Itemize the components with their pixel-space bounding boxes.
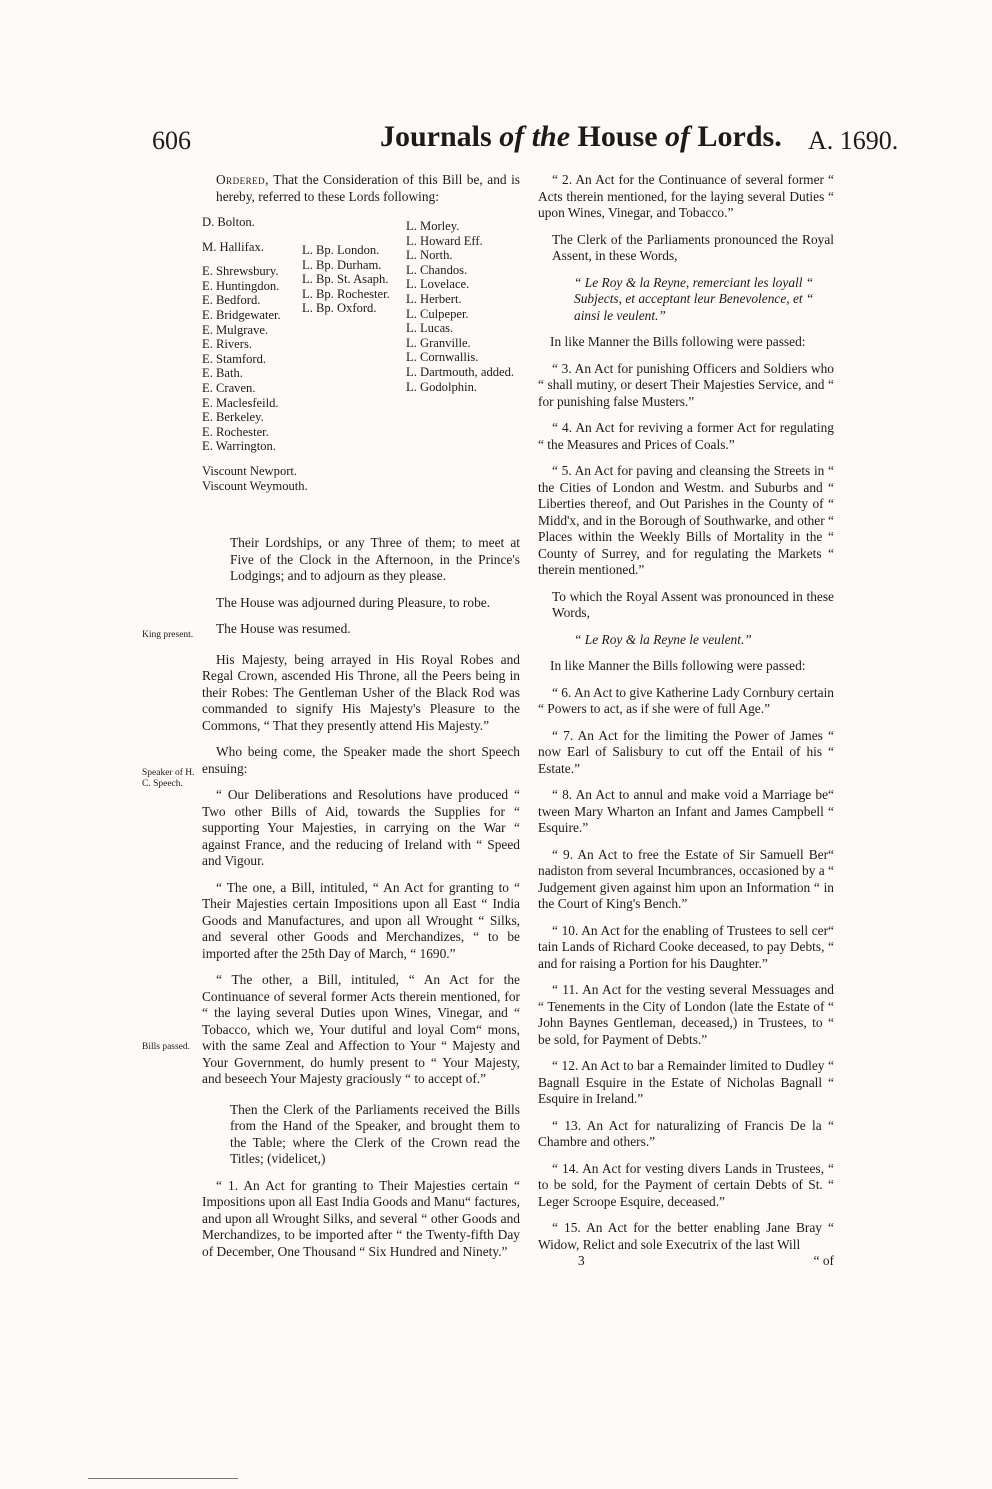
bishop-entry: L. Bp. London. — [302, 243, 380, 257]
lord-entry: E. Huntingdon. — [202, 278, 280, 293]
like-manner-1: In like Manner the Bills following were passed: — [550, 334, 806, 349]
lord-entry: L. Morley. — [406, 219, 460, 233]
lords-gap — [202, 454, 302, 464]
act-2: “ 2. An Act for the Continuance of several former “ Acts therein mentioned, for the laying several Duties “ upon Wines, Vinegar, and Tobacco.” — [538, 172, 834, 220]
lord-entry: E. Warrington. — [202, 439, 276, 454]
lord-entry: Viscount Newport. — [202, 463, 298, 478]
lord-entry: D. Bolton. — [202, 215, 255, 229]
ordered-text: That the Consideration of this Bill be, and is hereby, referred to these Lords following: — [216, 172, 521, 204]
lord-entry: E. Stamford. — [202, 351, 267, 366]
page-year: A. 1690. — [808, 126, 899, 155]
lord-entry: E. Maclesfeild. — [202, 395, 279, 410]
page-title — [380, 120, 782, 154]
lord-entry: E. Berkeley. — [202, 410, 264, 425]
royal-assent-words-2: “ Le Roy & la Reyne le veulent.” — [574, 631, 752, 647]
signature-mark: 3 — [578, 1253, 585, 1268]
margin-note-king-present: King present. — [142, 630, 194, 640]
lord-entry: L. Culpeper. — [406, 306, 469, 321]
ordered-label: Ordered, — [216, 172, 270, 187]
title-journals: Journals — [380, 120, 492, 153]
lord-entry: E. Bath. — [202, 366, 243, 381]
act-10: “ 10. An Act for the enabling of Trustees to sell cer“ tain Lands of Richard Cooke deceased, to pay Debts, “ and for raising a Portion for his Daughter.” — [538, 922, 834, 971]
act-15: “ 15. An Act for the better enabling Jane Bray “ Widow, Relict and sole Executrix of the last Will — [538, 1220, 834, 1252]
act-8: “ 8. An Act to annul and make void a Marriage be“ tween Mary Wharton an Infant and James Campbell “ Esquire.” — [538, 787, 834, 835]
lords-list — [202, 215, 520, 527]
majesty-paragraph: His Majesty, being arrayed in His Royal Robes and Regal Crown, ascended His Throne, all the Peers being in their Robes: The Gentleman Usher of the Black Rod was commanded to signify His Majesty's Pleasure to the Commons, “ That they presently attend His Majesty.” — [202, 651, 520, 733]
page-foot — [538, 1253, 834, 1279]
lordships-paragraph: Their Lordships, or any Three of them; to meet at Five of the Clock in the Afternoon, in the Prince's Lodgings; and to adjourn as they please. — [230, 535, 520, 583]
clerk-paragraph: Then the Clerk of the Parliaments received the Bills from the Hand of the Speaker, and brought them to the Table; where the Clerk of the Crown read the Titles; (videlicet,) — [230, 1101, 520, 1166]
lord-entry: L. Granville. — [406, 335, 471, 350]
lord-entry: E. Craven. — [202, 380, 256, 395]
speech-paragraph-2: “ The one, a Bill, intituled, “ An Act for granting to “ Their Majesties certain Impositions upon all East “ India Goods and Manufactures, and upon all Wrought “ Silks, and several other Goods and Merchandizes, “ to be imported after the 25th Day of March, “ 1690.” — [202, 879, 520, 961]
like-manner-2: In like Manner the Bills following were passed: — [550, 658, 806, 673]
title-lords: Lords. — [697, 120, 782, 153]
lord-entry: L. Chandos. — [406, 262, 468, 277]
page-header — [0, 120, 992, 164]
page-number: 606 — [152, 126, 191, 155]
act-3: “ 3. An Act for punishing Officers and Soldiers who “ shall mutiny, or desert Their Majesties Service, and “ for punishing false Musters.” — [538, 360, 834, 409]
ordered-paragraph — [216, 172, 520, 205]
lords-column-3 — [406, 219, 526, 394]
act-12: “ 12. An Act to bar a Remainder limited to Dudley “ Bagnall Esquire in the Estate of Nicholas Bagnall “ Esquire in Ireland.” — [538, 1058, 834, 1106]
resumed-line: The House was resumed. — [216, 621, 351, 636]
act-11: “ 11. An Act for the vesting several Messuages and “ Tenements in the City of London (late the Estate of “ John Baynes Gentleman, deceased,) in Trustees, to “ be sold, for Payment of Debts.” — [538, 982, 834, 1047]
lord-entry: L. Godolphin. — [406, 379, 478, 394]
title-of: of — [665, 120, 691, 153]
clerk-assent: The Clerk of the Parliaments pronounced the Royal Assent, in these Words, — [552, 231, 834, 263]
lord-entry: L. North. — [406, 248, 453, 263]
margin-note-bills-passed: Bills passed. — [142, 1042, 191, 1052]
royal-assent-words-1: “ Le Roy & la Reyne, remerciant les loyall “ Subjects, et acceptant leur Benevolence, et “ ainsi le veulent.” — [574, 274, 814, 323]
lord-entry: E. Rochester. — [202, 424, 269, 439]
lord-entry: E. Shrewsbury. — [202, 264, 279, 279]
bishop-entry: L. Bp. Oxford. — [302, 301, 377, 316]
speaker-intro: Who being come, the Speaker made the short Speech ensuing: — [202, 744, 520, 776]
bishop-entry: L. Bp. St. Asaph. — [302, 272, 389, 287]
bishop-entry: L. Bp. Rochester. — [302, 286, 390, 301]
speech-paragraph-3: “ The other, a Bill, intituled, “ An Act for the Continuance of several former Acts therein mentioned, for “ the laying several Duties upon Wines, Vinegar, and “ Tobacco, which we, Your dutiful and loyal Com“ mons, with the same Zeal and Affection to Your “ Majesty and Your Government, do humly present to “ Your Majesty, and beseech Your Majesty graciously “ to accept of.” — [202, 972, 520, 1086]
bottom-rule — [88, 1478, 238, 1479]
act-7: “ 7. An Act for the limiting the Power of James “ now Earl of Salisbury to cut off the Entail of his “ Estate.” — [538, 727, 834, 776]
act-9: “ 9. An Act to free the Estate of Sir Samuell Ber“ nadiston from several Incumbrances, occasioned by a “ Judgement given against him upon an Information “ in the Court of King's Bench.” — [538, 846, 834, 911]
lord-entry: Viscount Weymouth. — [202, 478, 308, 493]
act-6: “ 6. An Act to give Katherine Lady Cornbury certain “ Powers to act, as if she were of full Age.” — [538, 684, 834, 716]
title-of-the: of the — [499, 120, 571, 153]
catchword: “ of — [813, 1253, 834, 1268]
right-column — [538, 172, 834, 1279]
lord-entry: L. Cornwallis. — [406, 350, 479, 365]
lord-entry: E. Bridgewater. — [202, 307, 281, 322]
lord-entry: L. Howard Eff. — [406, 233, 483, 248]
lord-entry: L. Herbert. — [406, 291, 462, 306]
lord-entry: E. Bedford. — [202, 293, 261, 308]
act-13: “ 13. An Act for naturalizing of Francis De la “ Chambre and others.” — [538, 1117, 834, 1149]
margin-note-speaker-speech: Speaker of H. C. Speech. — [142, 768, 195, 789]
royal-assent-intro: To which the Royal Assent was pronounced in these Words, — [552, 588, 834, 620]
act-1: “ 1. An Act for granting to Their Majesties certain “ Impositions upon all East India Goods and Manu“ factures, and upon all Wrought Silks, and several “ other Goods and Merchandizes, to be imported after “ the Twenty-fifth Day of December, One Thousand “ Six Hundred and Ninety.” — [202, 1177, 520, 1259]
act-14: “ 14. An Act for vesting divers Lands in Trustees, “ to be sold, for the Payment of certain Debts of St. “ Leger Scroope Esquire, deceased.” — [538, 1160, 834, 1209]
left-column — [202, 172, 520, 1270]
lords-gap — [202, 254, 302, 264]
bishop-entry: L. Bp. Durham. — [302, 257, 382, 272]
lord-entry: L. Dartmouth, added. — [406, 364, 515, 379]
adjourned-line: The House was adjourned during Pleasure, to robe. — [216, 594, 491, 610]
lords-column-1 — [202, 215, 308, 493]
lord-entry: L. Lucas. — [406, 321, 454, 336]
lord-entry: M. Hallifax. — [202, 239, 264, 254]
lords-gap — [202, 230, 302, 240]
lord-entry: L. Lovelace. — [406, 277, 470, 292]
act-4: “ 4. An Act for reviving a former Act for regulating “ the Measures and Prices of Coals.” — [538, 420, 834, 452]
speech-paragraph-1: “ Our Deliberations and Resolutions have produced “ Two other Bills of Aid, towards the Supplies for “ supporting Your Majesties, in carrying on the War “ against France, and the reducing of Ireland with “ Speed and Vigour. — [202, 787, 520, 868]
act-5: “ 5. An Act for paving and cleansing the Streets in “ the Cities of London and Westm. and Suburbs and “ Liberties thereof, and Out Parishes in the County of “ Midd'x, and in the Borough of Southwarke, and other “ Places within the Weekly Bills of Mortality in the “ County of Surrey, and for regulating the Markets “ therein mentioned.” — [538, 463, 834, 577]
title-house: House — [577, 120, 658, 153]
lords-column-2 — [302, 243, 412, 316]
lord-entry: E. Rivers. — [202, 337, 253, 352]
lord-entry: E. Mulgrave. — [202, 322, 269, 337]
